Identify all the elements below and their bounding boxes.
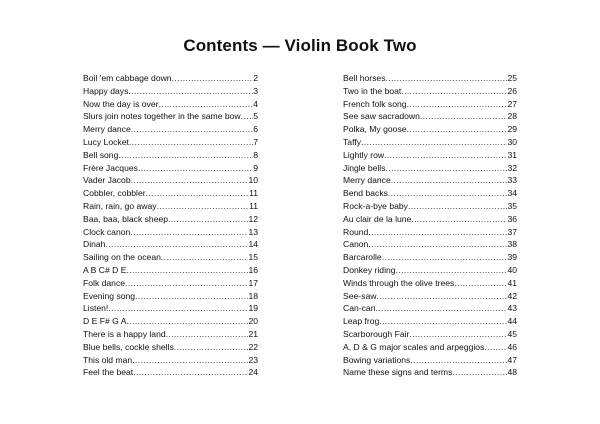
dot-leader <box>386 72 508 85</box>
dot-leader <box>409 328 507 341</box>
entry-page-number: 14 <box>248 239 258 250</box>
entry-title: See-saw <box>343 290 377 301</box>
dot-leader <box>158 98 253 111</box>
contents-entry <box>343 187 517 200</box>
entry-page-number: 22 <box>248 341 258 352</box>
dot-leader <box>375 302 507 315</box>
dot-leader <box>396 264 508 277</box>
entry-title: Sailing on the ocean <box>83 252 161 263</box>
entry-title: Slurs join notes together in the same bow <box>83 111 241 122</box>
dot-leader <box>105 238 248 251</box>
contents-entry <box>83 72 258 85</box>
contents-entry <box>83 366 258 379</box>
contents-entry <box>83 174 258 187</box>
contents-entry <box>83 264 258 277</box>
entry-title: Happy days <box>83 85 129 96</box>
contents-entry <box>343 110 517 123</box>
dot-leader <box>411 213 507 226</box>
contents-entry <box>83 200 258 213</box>
contents-entry <box>343 341 517 354</box>
entry-title: Polka, My goose <box>343 124 407 135</box>
entry-title: Merry dance <box>83 124 131 135</box>
entry-page-number: 26 <box>507 85 517 96</box>
dot-leader <box>408 200 507 213</box>
entry-title: Boil 'em cabbage down <box>83 73 172 83</box>
entry-page-number: 19 <box>248 303 258 314</box>
entry-page-number: 15 <box>248 252 258 263</box>
dot-leader <box>138 162 253 175</box>
entry-page-number: 17 <box>248 277 258 288</box>
entry-page-number: 35 <box>507 200 517 211</box>
entry-title: Feel the beat <box>83 367 134 378</box>
contents-entry <box>343 226 517 239</box>
dot-leader <box>386 162 508 175</box>
dot-leader <box>157 200 250 213</box>
contents-entry <box>83 110 258 123</box>
entry-title: Folk dance <box>83 277 126 288</box>
entry-page-number: 45 <box>507 328 517 339</box>
contents-entry <box>83 251 258 264</box>
entry-page-number: 40 <box>507 264 517 275</box>
contents-entry <box>343 277 517 290</box>
contents-entry <box>83 213 258 226</box>
entry-page-number: 27 <box>507 98 517 109</box>
dot-leader <box>407 98 508 111</box>
entry-title: Merry dance <box>343 175 391 186</box>
dot-leader <box>108 302 248 315</box>
contents-entry <box>343 213 517 226</box>
entry-title: Evening song <box>83 290 136 301</box>
entry-title: Cobbler, cobbler <box>83 188 146 199</box>
dot-leader <box>361 136 507 149</box>
contents-entry <box>83 162 258 175</box>
dot-leader <box>172 72 254 85</box>
entry-page-number: 18 <box>248 290 258 301</box>
entry-title: Dinah <box>83 239 106 250</box>
dot-leader <box>126 264 248 277</box>
entry-page-number: 8 <box>253 149 258 160</box>
entry-page-number: 16 <box>248 264 258 275</box>
dot-leader <box>384 149 507 162</box>
dot-leader <box>132 354 248 367</box>
entry-page-number: 11 <box>249 200 258 211</box>
contents-entry <box>83 341 258 354</box>
dot-leader <box>407 123 508 136</box>
contents-entry <box>343 238 517 251</box>
entry-title: Two in the boat <box>343 85 402 96</box>
contents-entry <box>343 251 517 264</box>
entry-title: Donkey riding <box>343 264 396 275</box>
contents-column-right <box>343 72 517 379</box>
entry-title: There is a happy land <box>83 328 166 339</box>
contents-entry <box>83 136 258 149</box>
contents-entry <box>83 277 258 290</box>
entry-page-number: 3 <box>253 85 258 96</box>
contents-entry <box>343 315 517 328</box>
entry-page-number: 46 <box>507 341 517 352</box>
contents-entry <box>343 85 517 98</box>
dot-leader <box>118 149 253 162</box>
dot-leader <box>128 85 253 98</box>
contents-entry <box>83 328 258 341</box>
entry-title: A B C# D E <box>83 264 127 275</box>
entry-title: Baa, baa, black sheep <box>83 213 169 224</box>
page-title: Contents — Violin Book Two <box>183 36 417 55</box>
entry-page-number: 6 <box>253 124 258 135</box>
dot-leader <box>382 251 508 264</box>
contents-entry <box>343 162 517 175</box>
dot-leader <box>241 110 254 123</box>
contents-entry <box>343 302 517 315</box>
dot-leader <box>166 328 249 341</box>
entry-page-number: 20 <box>248 316 258 327</box>
entry-page-number: 10 <box>248 175 258 186</box>
contents-entry <box>343 136 517 149</box>
entry-title: Name these signs and terms <box>343 367 453 378</box>
entry-title: Bell song <box>83 149 119 160</box>
entry-page-number: 11 <box>249 188 258 199</box>
contents-entry <box>343 366 517 379</box>
entry-page-number: 43 <box>507 303 517 314</box>
dot-leader <box>368 238 507 251</box>
entry-title: A, D & G major scales and arpeggios <box>343 341 485 352</box>
dot-leader <box>131 174 249 187</box>
dot-leader <box>125 277 248 290</box>
entry-title: Listen! <box>83 303 109 314</box>
entry-page-number: 47 <box>507 354 517 365</box>
contents-entry <box>83 123 258 136</box>
entry-title: Frère Jacques <box>83 162 138 173</box>
entry-title: Bell horses <box>343 73 386 83</box>
dot-leader <box>420 110 508 123</box>
dot-leader <box>133 366 248 379</box>
dot-leader <box>391 174 508 187</box>
entry-page-number: 21 <box>248 328 258 339</box>
entry-title: Round <box>343 226 369 237</box>
contents-entry <box>83 238 258 251</box>
contents-entry <box>83 354 258 367</box>
contents-entry <box>83 290 258 303</box>
contents-column-left <box>83 72 258 379</box>
dot-leader <box>388 187 508 200</box>
entry-title: Bend backs <box>343 188 388 199</box>
entry-title: See saw sacradown <box>343 111 420 122</box>
entry-page-number: 24 <box>248 367 258 378</box>
entry-page-number: 9 <box>253 162 258 173</box>
entry-title: Rock-a-bye baby <box>343 200 408 211</box>
entry-title: Rain, rain, go away <box>83 200 157 211</box>
entry-page-number: 48 <box>507 367 517 378</box>
entry-title: Clock canon <box>83 226 131 237</box>
dot-leader <box>410 354 507 367</box>
contents-entry <box>343 264 517 277</box>
contents-entry <box>83 315 258 328</box>
entry-title: Blue bells, cockle shells <box>83 341 174 352</box>
entry-page-number: 37 <box>507 226 517 237</box>
entry-page-number: 25 <box>507 73 517 83</box>
contents-entry <box>83 98 258 111</box>
contents-entry <box>343 200 517 213</box>
dot-leader <box>161 251 249 264</box>
dot-leader <box>126 315 248 328</box>
entry-page-number: 36 <box>507 213 517 224</box>
entry-title: Jingle bells <box>343 162 386 173</box>
contents-entry <box>83 226 258 239</box>
contents-entry <box>343 328 517 341</box>
entry-page-number: 41 <box>507 277 517 288</box>
dot-leader <box>401 85 507 98</box>
contents-entry <box>343 98 517 111</box>
contents-entry <box>343 72 517 85</box>
contents-entry <box>343 174 517 187</box>
dot-leader <box>129 136 253 149</box>
entry-title: Winds through the olive trees <box>343 277 455 288</box>
dot-leader <box>484 341 507 354</box>
entry-title: Lucy Locket <box>83 136 129 147</box>
entry-page-number: 31 <box>507 149 517 160</box>
entry-page-number: 33 <box>507 175 517 186</box>
entry-page-number: 39 <box>507 252 517 263</box>
entry-title: D E F# G A <box>83 316 127 327</box>
entry-page-number: 4 <box>253 98 258 109</box>
contents-entry <box>83 302 258 315</box>
entry-title: Vader Jacob <box>83 175 131 186</box>
entry-page-number: 23 <box>248 354 258 365</box>
contents-entry <box>83 85 258 98</box>
contents-entry <box>343 354 517 367</box>
contents-entry <box>83 149 258 162</box>
dot-leader <box>131 123 253 136</box>
entry-title: Scarborough Fair <box>343 328 410 339</box>
entry-title: Lightly row <box>343 149 385 160</box>
dot-leader <box>168 213 248 226</box>
entry-page-number: 13 <box>248 226 258 237</box>
entry-page-number: 5 <box>253 111 258 122</box>
entry-title: Barcarolle <box>343 252 382 263</box>
dot-leader <box>368 226 507 239</box>
entry-title: French folk song <box>343 98 407 109</box>
entry-title: Canon <box>343 239 369 250</box>
contents-entry <box>343 123 517 136</box>
dot-leader <box>452 366 507 379</box>
entry-page-number: 32 <box>507 162 517 173</box>
dot-leader <box>454 277 507 290</box>
entry-page-number: 34 <box>507 188 517 199</box>
dot-leader <box>130 226 248 239</box>
entry-page-number: 7 <box>253 136 258 147</box>
entry-title: This old man <box>83 354 133 365</box>
entry-title: Bowing variations <box>343 354 411 365</box>
contents-entry <box>83 187 258 200</box>
entry-title: Au clair de la lune <box>343 213 412 224</box>
entry-page-number: 30 <box>507 136 517 147</box>
entry-page-number: 28 <box>507 111 517 122</box>
entry-page-number: 2 <box>253 73 258 83</box>
contents-entry <box>343 290 517 303</box>
dot-leader <box>174 341 249 354</box>
dot-leader <box>376 290 507 303</box>
entry-title: Now the day is over <box>83 98 159 109</box>
entry-title: Leap frog <box>343 316 380 327</box>
entry-title: Can-can <box>343 303 376 314</box>
entry-title: Taffy <box>343 136 361 147</box>
dot-leader <box>379 315 507 328</box>
entry-page-number: 29 <box>507 124 517 135</box>
entry-page-number: 44 <box>507 316 517 327</box>
entry-page-number: 38 <box>507 239 517 250</box>
entry-page-number: 12 <box>248 213 258 224</box>
entry-page-number: 42 <box>507 290 517 301</box>
dot-leader <box>146 187 249 200</box>
dot-leader <box>135 290 248 303</box>
contents-entry <box>343 149 517 162</box>
